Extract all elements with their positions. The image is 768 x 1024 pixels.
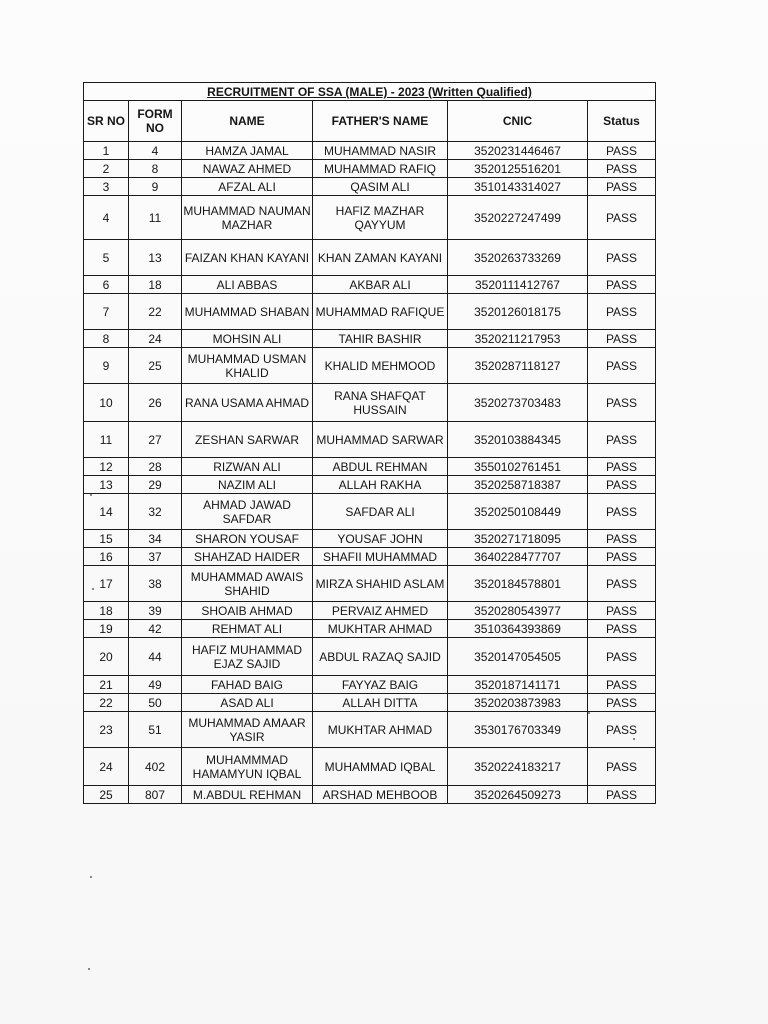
- table-row: [84, 786, 656, 804]
- sr-no-cell: 23: [84, 712, 129, 748]
- sr-no-cell: 17: [84, 566, 129, 602]
- cnic-cell: 3520203873983: [448, 694, 588, 712]
- table-row: [84, 476, 656, 494]
- form-no-cell: 25: [129, 348, 182, 384]
- cnic-cell: 3520280543977: [448, 602, 588, 620]
- status-cell: PASS: [588, 566, 656, 602]
- fathers-name-cell: MUHAMMAD IQBAL: [313, 748, 448, 786]
- table-row: [84, 602, 656, 620]
- sr-no-cell: 25: [84, 786, 129, 804]
- table-row: [84, 620, 656, 638]
- name-cell: MUHAMMMAD HAMAMYUN IQBAL: [182, 748, 313, 786]
- cnic-cell: 3520184578801: [448, 566, 588, 602]
- status-cell: PASS: [588, 548, 656, 566]
- fathers-name-cell: KHAN ZAMAN KAYANI: [313, 240, 448, 276]
- fathers-name-cell: MUHAMMAD NASIR: [313, 142, 448, 160]
- status-cell: PASS: [588, 458, 656, 476]
- name-cell: HAFIZ MUHAMMAD EJAZ SAJID: [182, 638, 313, 676]
- header-cnic: CNIC: [448, 101, 588, 142]
- fathers-name-cell: SHAFII MUHAMMAD: [313, 548, 448, 566]
- cnic-cell: 3520258718387: [448, 476, 588, 494]
- table-row: [84, 638, 656, 676]
- fathers-name-cell: YOUSAF JOHN: [313, 530, 448, 548]
- form-no-cell: 50: [129, 694, 182, 712]
- fathers-name-cell: MUHAMMAD RAFIQ: [313, 160, 448, 178]
- header-form-no: FORM NO: [129, 101, 182, 142]
- fathers-name-cell: ABDUL REHMAN: [313, 458, 448, 476]
- name-cell: SHAHZAD HAIDER: [182, 548, 313, 566]
- form-no-cell: 44: [129, 638, 182, 676]
- status-cell: PASS: [588, 276, 656, 294]
- cnic-cell: 3520273703483: [448, 384, 588, 422]
- form-no-cell: 13: [129, 240, 182, 276]
- name-cell: MOHSIN ALI: [182, 330, 313, 348]
- cnic-cell: 3510364393869: [448, 620, 588, 638]
- fathers-name-cell: MIRZA SHAHID ASLAM: [313, 566, 448, 602]
- header-sr-no: SR NO: [84, 101, 129, 142]
- name-cell: ALI ABBAS: [182, 276, 313, 294]
- results-table: [83, 82, 656, 804]
- fathers-name-cell: PERVAIZ AHMED: [313, 602, 448, 620]
- form-no-cell: 9: [129, 178, 182, 196]
- sr-no-cell: 19: [84, 620, 129, 638]
- status-cell: PASS: [588, 748, 656, 786]
- sr-no-cell: 20: [84, 638, 129, 676]
- fathers-name-cell: KHALID MEHMOOD: [313, 348, 448, 384]
- name-cell: NAWAZ AHMED: [182, 160, 313, 178]
- form-no-cell: 4: [129, 142, 182, 160]
- document-title: RECRUITMENT OF SSA (MALE) - 2023 (Written Qualified): [83, 82, 656, 100]
- sr-no-cell: 4: [84, 196, 129, 240]
- status-cell: PASS: [588, 676, 656, 694]
- sr-no-cell: 8: [84, 330, 129, 348]
- sr-no-cell: 22: [84, 694, 129, 712]
- name-cell: SHOAIB AHMAD: [182, 602, 313, 620]
- table-row: [84, 458, 656, 476]
- name-cell: FAHAD BAIG: [182, 676, 313, 694]
- table-row: [84, 566, 656, 602]
- sr-no-cell: 7: [84, 294, 129, 330]
- table-row: [84, 748, 656, 786]
- name-cell: SHARON YOUSAF: [182, 530, 313, 548]
- status-cell: PASS: [588, 142, 656, 160]
- table-row: [84, 196, 656, 240]
- fathers-name-cell: TAHIR BASHIR: [313, 330, 448, 348]
- name-cell: MUHAMMAD SHABAN: [182, 294, 313, 330]
- form-no-cell: 29: [129, 476, 182, 494]
- status-cell: PASS: [588, 494, 656, 530]
- name-cell: RANA USAMA AHMAD: [182, 384, 313, 422]
- fathers-name-cell: MUHAMMAD RAFIQUE: [313, 294, 448, 330]
- table-row: [84, 330, 656, 348]
- form-no-cell: 38: [129, 566, 182, 602]
- cnic-cell: 3520125516201: [448, 160, 588, 178]
- table-row: [84, 142, 656, 160]
- cnic-cell: 3520211217953: [448, 330, 588, 348]
- table-row: [84, 160, 656, 178]
- cnic-cell: 3520271718095: [448, 530, 588, 548]
- cnic-cell: 3520103884345: [448, 422, 588, 458]
- name-cell: HAMZA JAMAL: [182, 142, 313, 160]
- sr-no-cell: 2: [84, 160, 129, 178]
- sr-no-cell: 13: [84, 476, 129, 494]
- form-no-cell: 807: [129, 786, 182, 804]
- fathers-name-cell: MUHAMMAD SARWAR: [313, 422, 448, 458]
- name-cell: ASAD ALI: [182, 694, 313, 712]
- status-cell: PASS: [588, 348, 656, 384]
- form-no-cell: 28: [129, 458, 182, 476]
- form-no-cell: 42: [129, 620, 182, 638]
- cnic-cell: 3520264509273: [448, 786, 588, 804]
- scan-speck: [588, 712, 590, 714]
- fathers-name-cell: ALLAH RAKHA: [313, 476, 448, 494]
- sr-no-cell: 18: [84, 602, 129, 620]
- scan-speck: [633, 738, 635, 740]
- fathers-name-cell: MUKHTAR AHMAD: [313, 620, 448, 638]
- status-cell: PASS: [588, 294, 656, 330]
- name-cell: RIZWAN ALI: [182, 458, 313, 476]
- fathers-name-cell: ARSHAD MEHBOOB: [313, 786, 448, 804]
- form-no-cell: 34: [129, 530, 182, 548]
- table-row: [84, 348, 656, 384]
- cnic-cell: 3520263733269: [448, 240, 588, 276]
- scan-speck: [90, 876, 92, 878]
- status-cell: PASS: [588, 384, 656, 422]
- header-fathers-name: FATHER'S NAME: [313, 101, 448, 142]
- status-cell: PASS: [588, 196, 656, 240]
- form-no-cell: 11: [129, 196, 182, 240]
- form-no-cell: 26: [129, 384, 182, 422]
- scan-speck: [92, 588, 94, 590]
- form-no-cell: 27: [129, 422, 182, 458]
- name-cell: M.ABDUL REHMAN: [182, 786, 313, 804]
- cnic-cell: 3520224183217: [448, 748, 588, 786]
- status-cell: PASS: [588, 476, 656, 494]
- status-cell: PASS: [588, 638, 656, 676]
- table-row: [84, 548, 656, 566]
- table-row: [84, 422, 656, 458]
- cnic-cell: 3520147054505: [448, 638, 588, 676]
- scan-speck: [88, 968, 90, 970]
- cnic-cell: 3520287118127: [448, 348, 588, 384]
- form-no-cell: 402: [129, 748, 182, 786]
- sr-no-cell: 1: [84, 142, 129, 160]
- fathers-name-cell: QASIM ALI: [313, 178, 448, 196]
- status-cell: PASS: [588, 530, 656, 548]
- form-no-cell: 32: [129, 494, 182, 530]
- status-cell: PASS: [588, 620, 656, 638]
- table-row: [84, 294, 656, 330]
- cnic-cell: 3520187141171: [448, 676, 588, 694]
- sr-no-cell: 16: [84, 548, 129, 566]
- status-cell: PASS: [588, 786, 656, 804]
- name-cell: ZESHAN SARWAR: [182, 422, 313, 458]
- sr-no-cell: 24: [84, 748, 129, 786]
- table-row: [84, 694, 656, 712]
- header-row: [84, 101, 656, 142]
- sr-no-cell: 14: [84, 494, 129, 530]
- name-cell: AHMAD JAWAD SAFDAR: [182, 494, 313, 530]
- name-cell: MUHAMMAD USMAN KHALID: [182, 348, 313, 384]
- form-no-cell: 24: [129, 330, 182, 348]
- cnic-cell: 3520126018175: [448, 294, 588, 330]
- fathers-name-cell: ALLAH DITTA: [313, 694, 448, 712]
- form-no-cell: 8: [129, 160, 182, 178]
- name-cell: MUHAMMAD NAUMAN MAZHAR: [182, 196, 313, 240]
- scan-speck: [90, 494, 92, 496]
- name-cell: FAIZAN KHAN KAYANI: [182, 240, 313, 276]
- name-cell: REHMAT ALI: [182, 620, 313, 638]
- cnic-cell: 3520111412767: [448, 276, 588, 294]
- status-cell: PASS: [588, 422, 656, 458]
- sr-no-cell: 12: [84, 458, 129, 476]
- sr-no-cell: 6: [84, 276, 129, 294]
- form-no-cell: 49: [129, 676, 182, 694]
- fathers-name-cell: RANA SHAFQAT HUSSAIN: [313, 384, 448, 422]
- sr-no-cell: 10: [84, 384, 129, 422]
- cnic-cell: 3530176703349: [448, 712, 588, 748]
- sr-no-cell: 3: [84, 178, 129, 196]
- form-no-cell: 18: [129, 276, 182, 294]
- cnic-cell: 3550102761451: [448, 458, 588, 476]
- form-no-cell: 22: [129, 294, 182, 330]
- form-no-cell: 39: [129, 602, 182, 620]
- name-cell: AFZAL ALI: [182, 178, 313, 196]
- sr-no-cell: 15: [84, 530, 129, 548]
- table-row: [84, 178, 656, 196]
- table-body: [84, 142, 656, 804]
- fathers-name-cell: ABDUL RAZAQ SAJID: [313, 638, 448, 676]
- table-row: [84, 240, 656, 276]
- cnic-cell: 3510143314027: [448, 178, 588, 196]
- form-no-cell: 37: [129, 548, 182, 566]
- status-cell: PASS: [588, 160, 656, 178]
- fathers-name-cell: SAFDAR ALI: [313, 494, 448, 530]
- status-cell: PASS: [588, 178, 656, 196]
- header-status: Status: [588, 101, 656, 142]
- status-cell: PASS: [588, 330, 656, 348]
- table-row: [84, 530, 656, 548]
- name-cell: MUHAMMAD AMAAR YASIR: [182, 712, 313, 748]
- form-no-cell: 51: [129, 712, 182, 748]
- cnic-cell: 3520250108449: [448, 494, 588, 530]
- sr-no-cell: 11: [84, 422, 129, 458]
- name-cell: MUHAMMAD AWAIS SHAHID: [182, 566, 313, 602]
- cnic-cell: 3520227247499: [448, 196, 588, 240]
- fathers-name-cell: HAFIZ MAZHAR QAYYUM: [313, 196, 448, 240]
- cnic-cell: 3520231446467: [448, 142, 588, 160]
- sr-no-cell: 5: [84, 240, 129, 276]
- status-cell: PASS: [588, 712, 656, 748]
- sr-no-cell: 21: [84, 676, 129, 694]
- table-row: [84, 676, 656, 694]
- fathers-name-cell: MUKHTAR AHMAD: [313, 712, 448, 748]
- table-row: [84, 494, 656, 530]
- table-row: [84, 276, 656, 294]
- status-cell: PASS: [588, 602, 656, 620]
- status-cell: PASS: [588, 240, 656, 276]
- table-row: [84, 712, 656, 748]
- table-row: [84, 384, 656, 422]
- header-name: NAME: [182, 101, 313, 142]
- fathers-name-cell: AKBAR ALI: [313, 276, 448, 294]
- sr-no-cell: 9: [84, 348, 129, 384]
- status-cell: PASS: [588, 694, 656, 712]
- cnic-cell: 3640228477707: [448, 548, 588, 566]
- name-cell: NAZIM ALI: [182, 476, 313, 494]
- fathers-name-cell: FAYYAZ BAIG: [313, 676, 448, 694]
